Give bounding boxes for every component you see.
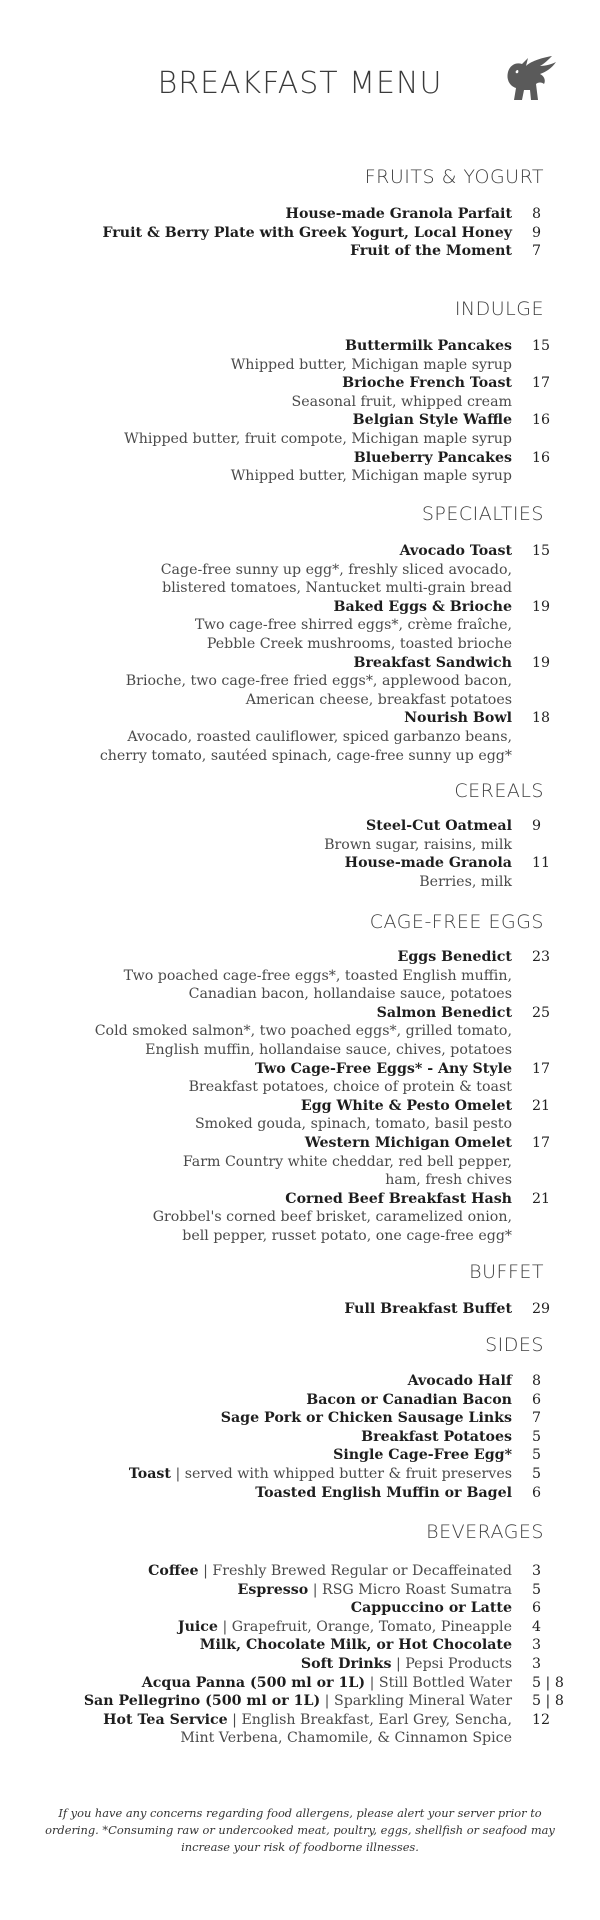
- menu-item-name: San Pellegrino (500 ml or 1L): [83, 1693, 321, 1710]
- menu-item-name: Avocado Half: [407, 1373, 512, 1389]
- menu-item-price: 7: [532, 243, 542, 260]
- menu-item-description: Brown sugar, raisins, milk: [324, 836, 512, 853]
- menu-item-name: Nourish Bowl: [404, 710, 512, 727]
- menu-item: [0, 1372, 600, 1391]
- menu-item-description-line: [0, 356, 600, 375]
- menu-item: [0, 1655, 600, 1674]
- menu-item-title: [366, 817, 512, 836]
- menu-item-description-line: [0, 985, 600, 1004]
- menu-item-description-line: [0, 1041, 600, 1060]
- menu-item-name: Breakfast Sandwich: [353, 654, 512, 671]
- items-cereals: [0, 817, 600, 891]
- menu-item-description-line: [0, 1022, 600, 1041]
- menu-item-description-line: [0, 1171, 600, 1190]
- menu-item-name: Fruit & Berry Plate with Greek Yogurt, Local Honey: [102, 224, 512, 241]
- menu-item-description: Smoked gouda, spinach, tomato, basil pesto: [194, 1116, 512, 1133]
- menu-item-price: 21: [532, 1190, 551, 1207]
- menu-item: [0, 854, 600, 873]
- menu-item-price: 5 | 8: [532, 1693, 564, 1710]
- menu-item-title: [333, 1446, 512, 1465]
- menu-item: [0, 654, 600, 673]
- menu-item: [0, 1692, 600, 1711]
- menu-item-name: Sage Pork or Chicken Sausage Links: [220, 1410, 512, 1427]
- menu-item: [0, 1190, 600, 1209]
- menu-item-name: House-made Granola Parfait: [285, 206, 512, 222]
- items-sides: [0, 1372, 600, 1502]
- menu-item: [0, 224, 600, 243]
- section-heading-cereals: CEREALS: [454, 780, 544, 802]
- menu-item-detail: | Pepsi Products: [391, 1655, 512, 1672]
- menu-item-title: [103, 1711, 512, 1730]
- menu-item-detail: | Still Bottled Water: [365, 1674, 512, 1691]
- menu-item-description-line: [0, 967, 600, 986]
- menu-item-description-line: [0, 393, 600, 412]
- menu-item-title: [221, 1409, 512, 1428]
- menu-item-price: 5: [532, 1465, 542, 1482]
- menu-item: [0, 1599, 600, 1618]
- menu-item-title: [361, 1428, 512, 1447]
- section-heading-specialties: SPECIALTIES: [421, 503, 544, 525]
- menu-item: [0, 1060, 600, 1079]
- menu-item: [0, 1618, 600, 1637]
- menu-item: [0, 1674, 600, 1693]
- menu-item-description: bell pepper, russet potato, one cage-free egg*: [182, 1227, 512, 1244]
- menu-item-price: 5: [532, 1428, 542, 1445]
- menu-item-title: [377, 1004, 512, 1023]
- menu-item-name: Juice: [177, 1618, 218, 1635]
- menu-item-name: Egg White & Pesto Omelet: [300, 1097, 512, 1114]
- menu-item-name: Blueberry Pancakes: [353, 449, 512, 466]
- menu-item-name: Bacon or Canadian Bacon: [306, 1391, 512, 1408]
- menu-item-description: Mint Verbena, Chamomile, & Cinnamon Spice: [180, 1730, 512, 1747]
- menu-item: [0, 542, 600, 561]
- menu-item-price: 23: [532, 949, 551, 965]
- menu-item: [0, 598, 600, 617]
- menu-item-title: [344, 1300, 512, 1319]
- menu-item: [0, 1134, 600, 1153]
- menu-item-description-line: [0, 672, 600, 691]
- menu-item: [0, 1581, 600, 1600]
- menu-item-title: [142, 1674, 512, 1693]
- menu-item-name: Soft Drinks: [300, 1655, 392, 1672]
- items-buffet: [0, 1300, 600, 1319]
- menu-item-description-line: [0, 1078, 600, 1097]
- menu-item-name: Salmon Benedict: [376, 1004, 512, 1021]
- menu-item-price: 4: [532, 1618, 542, 1635]
- menu-item-name: Brioche French Toast: [342, 375, 512, 392]
- menu-item-price: 9: [532, 224, 542, 241]
- menu-item-price: 16: [532, 412, 551, 429]
- menu-item: [0, 1004, 600, 1023]
- menu-item-price: 9: [532, 818, 542, 834]
- menu-item-description-line: [0, 1227, 600, 1246]
- section-heading-fruits: FRUITS & YOGURT: [364, 166, 544, 188]
- menu-item: [0, 337, 600, 356]
- menu-item-name: Western Michigan Omelet: [304, 1134, 512, 1151]
- menu-item: [0, 411, 600, 430]
- menu-item-name: Single Cage-Free Egg*: [333, 1447, 512, 1464]
- menu-item-detail: | RSG Micro Roast Sumatra: [308, 1581, 512, 1598]
- menu-item-price: 5: [532, 1581, 542, 1598]
- menu-item-title: [408, 1372, 512, 1391]
- menu-item-price: 11: [532, 855, 551, 872]
- menu-item-price: 17: [532, 375, 551, 392]
- menu-item-title: [286, 205, 512, 224]
- menu-item-description: Berries, milk: [419, 873, 512, 890]
- menu-item-name: Toast: [128, 1465, 171, 1482]
- menu-item-title: [255, 1060, 512, 1079]
- menu-item: [0, 1428, 600, 1447]
- menu-item-description: Cage-free sunny up egg*, freshly sliced avocado,: [160, 561, 512, 578]
- menu-item-price: 19: [532, 598, 551, 615]
- menu-item-description: Farm Country white cheddar, red bell pepper,: [182, 1153, 512, 1170]
- section-heading-beverages: BEVERAGES: [426, 1521, 544, 1543]
- menu-item-title: [400, 542, 512, 561]
- menu-item-name: Two Cage-Free Eggs* - Any Style: [254, 1060, 512, 1077]
- menu-item-title: [345, 337, 512, 356]
- menu-item-description-line: [0, 430, 600, 449]
- section-heading-buffet: BUFFET: [469, 1261, 544, 1283]
- menu-item-name: Belgian Style Waffle: [352, 412, 512, 429]
- menu-item-price: 29: [532, 1301, 551, 1317]
- menu-item-price: 21: [532, 1097, 551, 1114]
- section-heading-indulge: INDULGE: [454, 298, 544, 320]
- menu-item-price: 12: [532, 1711, 551, 1728]
- menu-item-name: Corned Beef Breakfast Hash: [285, 1190, 512, 1207]
- menu-item-detail: | Grapefruit, Orange, Tomato, Pineapple: [217, 1618, 512, 1635]
- menu-item: [0, 205, 600, 224]
- menu-item-detail: | Freshly Brewed Regular or Decaffeinated: [198, 1563, 512, 1579]
- menu-item-detail: | English Breakfast, Earl Grey, Sencha,: [227, 1711, 512, 1728]
- menu-item-price: 5 | 8: [532, 1674, 564, 1691]
- menu-item-title: [345, 854, 512, 873]
- menu-item-price: 17: [532, 1134, 551, 1151]
- menu-item-price: 15: [532, 543, 551, 559]
- menu-item-description-line: [0, 616, 600, 635]
- menu-item-price: 19: [532, 654, 551, 671]
- menu-item-price: 3: [532, 1655, 542, 1672]
- menu-item-title: [84, 1692, 512, 1711]
- menu-item-price: 6: [532, 1391, 542, 1408]
- menu-item-price: 17: [532, 1060, 551, 1077]
- menu-item-description-line: [0, 1115, 600, 1134]
- menu-item-price: 8: [532, 1373, 542, 1389]
- menu-item-price: 16: [532, 449, 551, 466]
- menu-item-description-line: [0, 873, 600, 892]
- menu-item-price: 3: [532, 1563, 542, 1579]
- menu-item-name: Full Breakfast Buffet: [344, 1301, 512, 1317]
- menu-item-description-line: [0, 467, 600, 486]
- menu-item: [0, 1711, 600, 1730]
- menu-item-name: Eggs Benedict: [397, 949, 512, 965]
- menu-item-title: [353, 654, 512, 673]
- menu-item-title: [350, 242, 512, 261]
- menu-item-title: [404, 709, 512, 728]
- menu-item-description-line: [0, 747, 600, 766]
- menu-item-description: Two poached cage-free eggs*, toasted English muffin,: [123, 967, 512, 984]
- menu-item-name: Breakfast Potatoes: [361, 1428, 512, 1445]
- menu-item-name: Toasted English Muffin or Bagel: [255, 1484, 512, 1501]
- menu-item-description: Brioche, two cage-free fried eggs*, applewood bacon,: [125, 673, 512, 690]
- items-indulge: [0, 337, 600, 486]
- page-title: BREAKFAST MENU: [157, 66, 443, 101]
- menu-item-title: [301, 1655, 512, 1674]
- menu-item: [0, 1300, 600, 1319]
- menu-item: [0, 1446, 600, 1465]
- menu-item-price: 3: [532, 1637, 542, 1654]
- section-heading-eggs: CAGE-FREE EGGS: [369, 911, 544, 933]
- allergen-footnote: If you have any concerns regarding food allergens, please alert your server prior to ordering. *Consuming raw or undercooked meat, poultry, eggs, shellfish or seafood may increase your risk of foodborne illnesses.: [45, 1806, 555, 1855]
- menu-item: [0, 1097, 600, 1116]
- menu-item-name: Buttermilk Pancakes: [345, 338, 512, 354]
- menu-item-title: [148, 1562, 512, 1581]
- menu-item-name: House-made Granola: [344, 855, 512, 872]
- menu-item-title: [398, 948, 512, 967]
- menu-item-title: [354, 449, 512, 468]
- menu-item-title: [342, 374, 512, 393]
- menu-item-price: 25: [532, 1004, 551, 1021]
- menu-item-title: [102, 224, 512, 243]
- menu-item-name: Fruit of the Moment: [350, 243, 512, 260]
- menu-item-description-line: [0, 1729, 600, 1748]
- menu-item: [0, 374, 600, 393]
- menu-item-title: [306, 1391, 512, 1410]
- menu-item: [0, 709, 600, 728]
- menu-item-description-line: [0, 1208, 600, 1227]
- menu-item-name: Steel-Cut Oatmeal: [366, 818, 512, 834]
- menu-item-description: ham, fresh chives: [385, 1172, 512, 1189]
- menu-item-description: American cheese, breakfast potatoes: [245, 691, 512, 708]
- menu-item-title: [238, 1581, 512, 1600]
- menu-item-description: Cold smoked salmon*, two poached eggs*, grilled tomato,: [94, 1023, 512, 1040]
- menu-item-description-line: [0, 561, 600, 580]
- menu-item-description: Whipped butter, fruit compote, Michigan maple syrup: [124, 430, 512, 447]
- menu-item-name: Avocado Toast: [399, 543, 512, 559]
- menu-item-description: Grobbel's corned beef brisket, caramelized onion,: [152, 1209, 512, 1226]
- menu-item-price: 15: [532, 338, 551, 354]
- menu-item-description-line: [0, 728, 600, 747]
- menu-item-description-line: [0, 1153, 600, 1172]
- menu-item-description: cherry tomato, sautéed spinach, cage-free sunny up egg*: [99, 747, 512, 764]
- menu-item-price: 6: [532, 1484, 542, 1501]
- menu-item-title: [285, 1190, 512, 1209]
- menu-item-description: Avocado, roasted cauliflower, spiced garbanzo beans,: [127, 728, 512, 745]
- menu-item-description: Pebble Creek mushrooms, toasted brioche: [206, 635, 512, 652]
- menu-item-description-line: [0, 836, 600, 855]
- menu-item-price: 6: [532, 1600, 542, 1617]
- menu-item: [0, 1636, 600, 1655]
- menu-item-name: Coffee: [148, 1563, 199, 1579]
- menu-item-description-line: [0, 635, 600, 654]
- section-heading-sides: SIDES: [485, 1334, 544, 1356]
- menu-item-name: Baked Eggs & Brioche: [333, 598, 512, 615]
- menu-item-description: Breakfast potatoes, choice of protein & toast: [188, 1079, 512, 1096]
- items-specialties: [0, 542, 600, 765]
- menu-item-description: blistered tomatoes, Nantucket multi-grain bread: [162, 580, 512, 597]
- menu-item-name: Milk, Chocolate Milk, or Hot Chocolate: [199, 1637, 512, 1654]
- menu-item: [0, 1484, 600, 1503]
- menu-item: [0, 1391, 600, 1410]
- menu-item-description-line: [0, 691, 600, 710]
- menu-item: [0, 449, 600, 468]
- menu-item-title: [178, 1618, 512, 1637]
- menu-item-name: Hot Tea Service: [103, 1711, 228, 1728]
- menu-item-description: Whipped butter, Michigan maple syrup: [230, 468, 512, 485]
- menu-item-name: Espresso: [237, 1581, 309, 1598]
- menu-item: [0, 817, 600, 836]
- menu-item-description: English muffin, hollandaise sauce, chives, potatoes: [145, 1041, 512, 1058]
- menu-item-detail: | Sparkling Mineral Water: [320, 1693, 512, 1710]
- griffin-icon: [500, 52, 560, 104]
- menu-item-title: [255, 1484, 512, 1503]
- menu-item-title: [129, 1465, 512, 1484]
- menu-item-name: Acqua Panna (500 ml or 1L): [141, 1674, 366, 1691]
- menu-item: [0, 1409, 600, 1428]
- menu-item-price: 18: [532, 710, 551, 727]
- menu-item-title: [353, 411, 512, 430]
- items-eggs: [0, 948, 600, 1246]
- menu-item-detail: | served with whipped butter & fruit preserves: [170, 1465, 512, 1482]
- menu-item-title: [351, 1599, 512, 1618]
- menu-item-description-line: [0, 579, 600, 598]
- menu-item-price: 7: [532, 1410, 542, 1427]
- menu-item-description: Seasonal fruit, whipped cream: [291, 393, 512, 410]
- menu-item-title: [333, 598, 512, 617]
- menu-item: [0, 948, 600, 967]
- items-beverages: [0, 1562, 600, 1748]
- menu-item-description: Two cage-free shirred eggs*, crème fraîche,: [194, 617, 512, 634]
- menu-item: [0, 1562, 600, 1581]
- menu-item-price: 5: [532, 1447, 542, 1464]
- menu-item-description: Whipped butter, Michigan maple syrup: [230, 356, 512, 373]
- menu-item-description: Canadian bacon, hollandaise sauce, potatoes: [188, 986, 512, 1003]
- menu-item: [0, 242, 600, 261]
- items-fruits: [0, 205, 600, 261]
- menu-item-title: [301, 1097, 512, 1116]
- menu-item: [0, 1465, 600, 1484]
- menu-item-title: [200, 1636, 512, 1655]
- menu-item-price: 8: [532, 206, 542, 222]
- menu-item-title: [305, 1134, 512, 1153]
- menu-item-name: Cappuccino or Latte: [350, 1600, 512, 1617]
